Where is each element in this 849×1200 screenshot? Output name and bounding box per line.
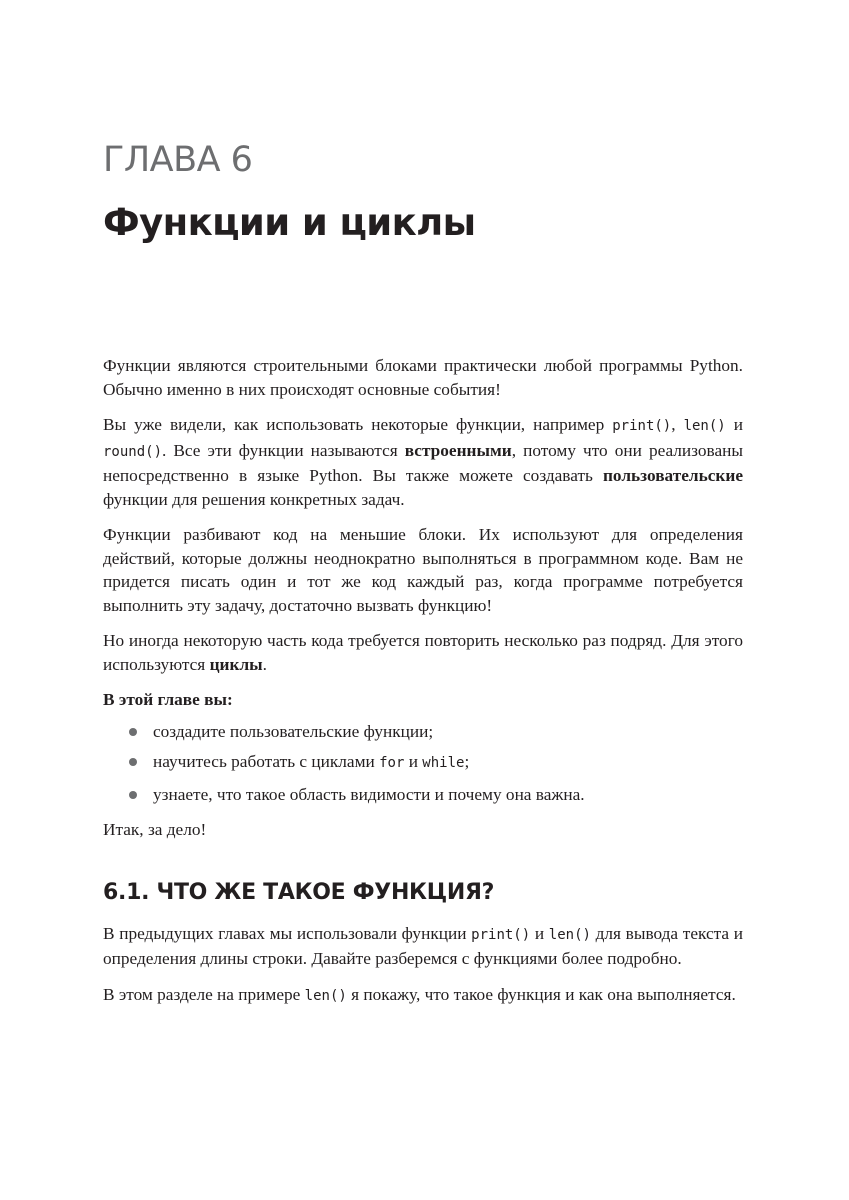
chapter-label: ГЛАВА 6 [103, 140, 253, 180]
code-print: print() [471, 926, 531, 943]
text-span: . Все эти функции называются [162, 440, 405, 460]
bullet-dot-icon [129, 758, 137, 766]
intro-paragraph-3: Функции разбивают код на меньшие блоки. Их используют для определения действий, которые должны неоднократно выполняться в программном коде. Вам не придется писать один и тот же код каждый раз, когда программе потребуется выполнить эту задачу, достаточно вызвать функцию! [103, 525, 743, 615]
goals-heading [103, 688, 743, 712]
intro-paragraph-4 [103, 629, 743, 676]
bullet-dot-icon [129, 728, 137, 736]
intro-paragraph-1: Функции являются строительными блоками практически любой программы Python. Обычно именно в них происходят основные события! [103, 356, 743, 399]
section-title: 6.1. ЧТО ЖЕ ТАКОЕ ФУНКЦИЯ? [103, 879, 495, 905]
text-span: , [671, 415, 684, 434]
text-span: В этом разделе на примере [103, 984, 305, 1004]
code-for: for [379, 755, 405, 771]
closing-paragraph: Итак, за дело! [103, 820, 207, 839]
page-body [103, 354, 743, 1020]
goals-list [103, 720, 743, 807]
code-len: len() [683, 418, 726, 434]
text-span: и [725, 415, 743, 434]
goal-text: ; [464, 752, 470, 771]
goal-text: создадите пользовательские функции; [153, 721, 434, 741]
goal-item-3 [103, 783, 743, 807]
goal-text: узнаете, что такое область видимости и почему она важна. [153, 784, 585, 804]
intro-paragraph-2 [103, 413, 743, 511]
code-round: round() [103, 443, 163, 460]
term-builtin: встроенными [404, 440, 512, 460]
text-span: для вывода текста и определения длины строки. Давайте разберемся с функциями более подробно. [103, 923, 744, 968]
section-paragraph-1 [103, 922, 743, 971]
goal-item-2 [103, 750, 743, 776]
chapter-title: Функции и циклы [103, 201, 476, 244]
bullet-dot-icon [129, 791, 137, 799]
goal-text: научитесь работать с циклами [153, 752, 380, 771]
goals-heading-text: В этой главе вы: [103, 690, 233, 709]
goal-text: и [404, 752, 423, 771]
text-span: и [530, 923, 549, 943]
text-span: я покажу, что такое функция и как она выполняется. [346, 984, 736, 1004]
text-span: В предыдущих главах мы использовали функции [103, 923, 472, 943]
code-while: while [422, 755, 465, 771]
text-span: . [262, 654, 267, 674]
text-span: функции для решения конкретных задач. [103, 489, 405, 509]
goal-item-1 [103, 720, 743, 744]
text-span: Но иногда некоторую часть кода требуется повторить несколько раз подряд. Для этого используются [103, 631, 743, 674]
term-user-defined: пользовательские [602, 466, 743, 485]
code-len: len() [548, 926, 591, 943]
text-span: , потому что они реализованы непосредственно в языке Python. Вы также можете создавать [103, 440, 743, 485]
text-span: Вы уже видели, как использовать некоторые функции, например [103, 415, 613, 434]
section-paragraph-2 [103, 983, 743, 1009]
code-len: len() [304, 987, 347, 1004]
term-loops: циклы [209, 654, 263, 674]
code-print: print() [612, 418, 672, 434]
